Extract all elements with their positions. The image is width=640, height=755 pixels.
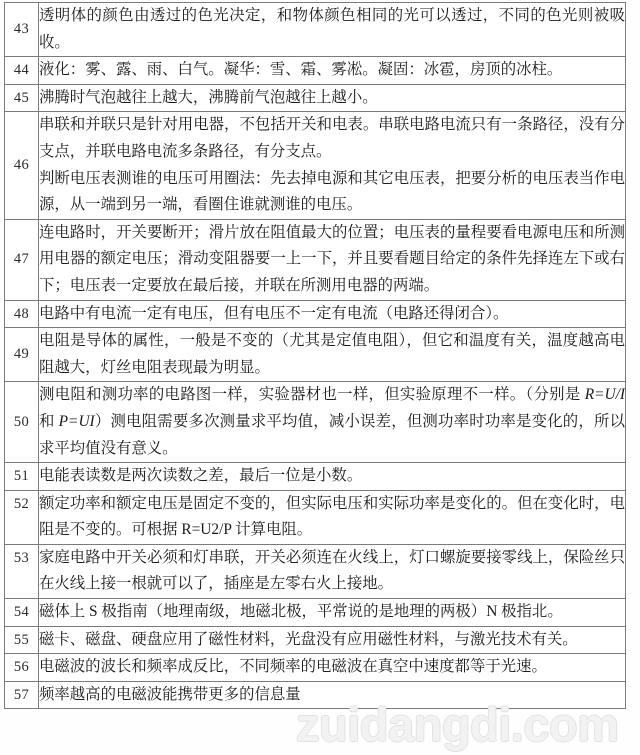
row-content-cell xyxy=(39,626,626,654)
table-row xyxy=(5,463,626,491)
row-number-cell: 56 xyxy=(5,654,39,682)
row-number-cell: 50 xyxy=(5,382,39,463)
row-number-cell: 44 xyxy=(5,57,39,85)
content-paragraph: 磁体上 S 极指南（地理南级，地磁北极，平常说的是地理的两极）N 极指北。 xyxy=(39,603,563,621)
content-paragraph: 额定功率和额定电压是固定不变的，但实际电压和实际功率是变化的。但在变化时，电阻是不变的。可根据 R=U2/P 计算电阻。 xyxy=(39,494,625,539)
table-row xyxy=(5,112,626,219)
content-paragraph: 家庭电路中开关必须和灯串联，开关必须连在火线上，灯口螺旋要接零线上，保险丝只在火线上接一根就可以了，插座是左零右火上接地。 xyxy=(39,548,625,593)
row-content-cell xyxy=(39,57,626,85)
table-row xyxy=(5,681,626,709)
row-content-cell xyxy=(39,599,626,627)
content-paragraph: 液化：雾、露、雨、白气。凝华：雪、霜、雾凇。凝固：冰雹，房顶的冰柱。 xyxy=(39,61,563,79)
content-paragraph: 电能表读数是两次读数之差，最后一位是小数。 xyxy=(39,467,363,485)
row-content-cell xyxy=(39,544,626,598)
table-row xyxy=(5,626,626,654)
row-content-cell xyxy=(39,3,626,57)
content-paragraph: 磁卡、磁盘、硬盘应用了磁性材料，光盘没有应用磁性材料，与激光技术有关。 xyxy=(39,630,578,648)
row-number-cell: 49 xyxy=(5,328,39,382)
table-row xyxy=(5,490,626,544)
content-paragraph: 透明体的颜色由透过的色光决定，和物体颜色相同的光可以透过，不同的色光则被吸收。 xyxy=(39,7,625,51)
table-row xyxy=(5,654,626,682)
table-row xyxy=(5,3,626,57)
table-row xyxy=(5,599,626,627)
row-number-cell: 43 xyxy=(5,3,39,57)
row-number-cell: 53 xyxy=(5,544,39,598)
content-paragraph: 电磁波的波长和频率成反比，不同频率的电磁波在真空中速度都等于光速。 xyxy=(39,658,547,676)
notes-table xyxy=(4,2,626,709)
content-paragraph: 测电阻和测功率的电路图一样，实验器材也一样，但实验原理不一样。（分别是 R=U/I 和 P=UI）测电阻需要多次测量求平均值，减小误差，但测功率时功率是变化的，所以求平均值没有意义。 xyxy=(39,386,625,457)
row-number-cell: 54 xyxy=(5,599,39,627)
table-row xyxy=(5,57,626,85)
row-content-cell xyxy=(39,681,626,709)
row-number-cell: 47 xyxy=(5,219,39,300)
table-row xyxy=(5,328,626,382)
table-row xyxy=(5,382,626,463)
row-number-cell: 45 xyxy=(5,84,39,112)
row-number-cell: 46 xyxy=(5,112,39,219)
row-number-cell: 57 xyxy=(5,681,39,709)
content-paragraph: 连电路时，开关要断开；滑片放在阻值最大的位置；电压表的量程要看电源电压和所测用电器的额定电压；滑动变阻器要一上一下，并且要看题目给定的条件先择连左下或右下；电压表一定要放在最后接，并联在所测用电器的两端。 xyxy=(39,223,625,294)
table-row xyxy=(5,219,626,300)
content-paragraph: 电路中有电流一定有电压，但有电压不一定有电流（电路还得闭合）。 xyxy=(39,304,509,322)
row-number-cell: 48 xyxy=(5,300,39,328)
content-paragraph: 频率越高的电磁波能携带更多的信息量 xyxy=(39,685,301,703)
row-content-cell xyxy=(39,84,626,112)
site-watermark: zuidangdi.com xyxy=(296,698,619,751)
table-body xyxy=(5,3,626,709)
content-paragraph: 电阻是导体的属性，一般是不变的（尤其是定值电阻），但它和温度有关，温度越高电阻越大，灯丝电阻表现最为明显。 xyxy=(39,332,625,376)
row-content-cell xyxy=(39,300,626,328)
content-paragraph: 沸腾时气泡越往上越大，沸腾前气泡越往上越小。 xyxy=(39,88,378,106)
row-content-cell xyxy=(39,112,626,219)
row-number-cell: 51 xyxy=(5,463,39,491)
row-content-cell xyxy=(39,382,626,463)
table-row xyxy=(5,300,626,328)
table-row xyxy=(5,544,626,598)
content-paragraph: 串联和并联只是针对用电器，不包括开关和电表。串联电路电流只有一条路径，没有分支点，并联电路电流多条路径，有分支点。 xyxy=(39,116,625,160)
row-content-cell xyxy=(39,219,626,300)
row-content-cell xyxy=(39,654,626,682)
content-paragraph: 判断电压表测谁的电压可用圈法：先去掉电源和其它电压表，把要分析的电压表当作电源，从一端到另一端，看圈住谁就测谁的电压。 xyxy=(39,169,625,214)
row-content-cell xyxy=(39,490,626,544)
table-row xyxy=(5,84,626,112)
row-content-cell xyxy=(39,328,626,382)
row-number-cell: 52 xyxy=(5,490,39,544)
row-content-cell xyxy=(39,463,626,491)
row-number-cell: 55 xyxy=(5,626,39,654)
